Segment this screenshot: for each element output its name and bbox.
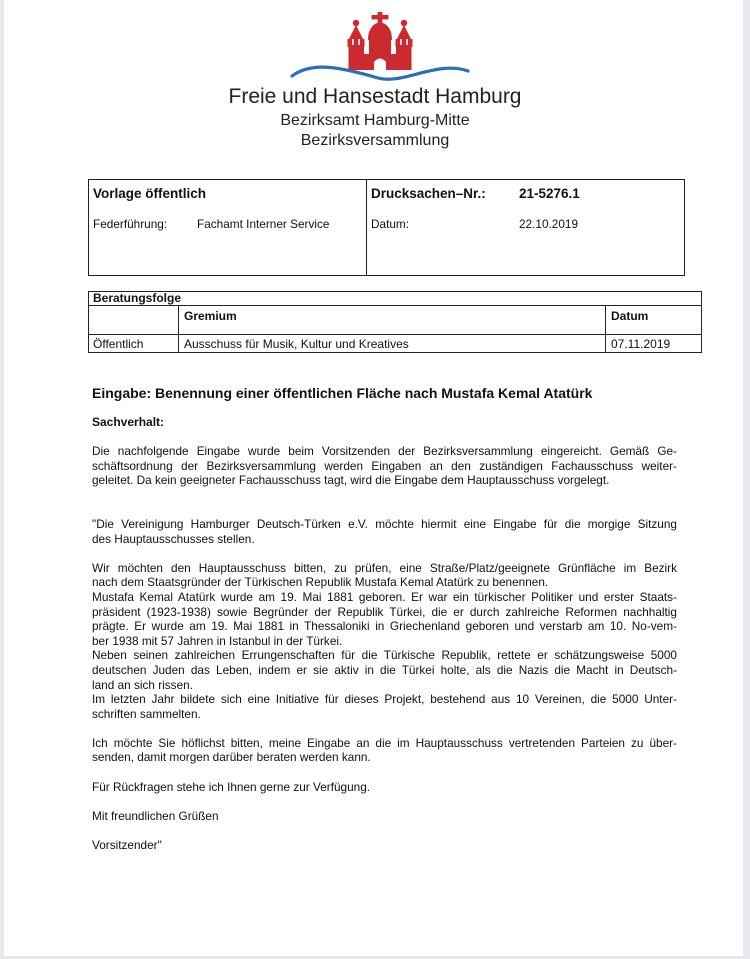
header-subtitle-bezirksamt: Bezirksamt Hamburg-Mitte [280,112,470,129]
beratungsfolge-col-datum: Datum [611,309,649,323]
vorlage-cell [89,180,367,275]
sachverhalt-label: Sachverhalt: [92,415,165,429]
federfuehrung-label: Federführung: [93,217,168,231]
text-line: ber 1938 mit 57 Jahren in Istanbul in der Türkei. [92,633,343,648]
federfuehrung-value: Fachamt Interner Service [197,217,330,231]
text-line: "Die Vereinigung Hamburger Deutsch-Türken e.V. möchte hiermit eine Eingabe für die morgige Sitzung [92,516,677,531]
text-line: Wir möchten den Hauptausschuss bitten, zu prüfen, eine Straße/Platz/geeignete Grünfläche im Bezirk [92,560,677,575]
text-line: Ich möchte Sie höflichst bitten, meine Eingabe an die im Hauptausschuss vertretenden Parteien zu über- [92,735,677,750]
drucksachen-cell [367,180,684,275]
beratungsfolge-cell-typ: Öffentlich [89,335,179,352]
header-title: Freie und Hansestadt Hamburg [228,85,522,108]
text-line: geleitet. Da kein geeigneter Fachausschuss tagt, wird die Eingabe dem Hauptausschuss vorgelegt. [92,473,610,488]
paragraph [92,780,677,795]
paragraph [92,809,677,824]
beratungsfolge-col-empty [89,306,179,334]
beratungsfolge-table [88,291,702,353]
text-line: Neben seinen zahlreichen Errungenschaften für die Türkische Republik, rettete er schätzungsweise 5000 [92,648,677,663]
paragraph [92,517,677,546]
datum-label: Datum: [371,217,410,231]
text-line: land an sich rissen. [92,677,193,692]
paragraph [92,736,677,765]
beratungsfolge-col-gremium: Gremium [179,306,606,334]
text-line: präsident (1923-1938) sowie Begründer der Republik Türkei, die er durch zahlreiche Reformen nachhaltig [92,604,677,619]
paragraph [92,561,677,590]
text-line: Mit freundlichen Grüßen [92,808,219,823]
paragraph [92,648,677,692]
text-line: nach dem Staatsgründer der Türkischen Republik Mustafa Kemal Atatürk zu benennen. [92,575,549,590]
text-line: Im letzten Jahr bildete sich eine Initiative für dieses Projekt, bestehend aus 10 Vereinen, die 5000 Unter- [92,692,677,707]
vorlage-label: Vorlage öffentlich [93,186,207,201]
beratungsfolge-cell-gremium: Ausschuss für Musik, Kultur und Kreatives [179,335,606,352]
text-line: senden, damit morgen darüber beraten werden kann. [92,750,371,765]
body-text [92,444,677,853]
drucksachen-label: Drucksachen–Nr.: [371,186,486,201]
text-line: Mustafa Kemal Atatürk wurde am 19. Mai 1881 geboren. Er war ein türkischer Politiker und erster Staats- [92,589,677,604]
text-line: Die nachfolgende Eingabe wurde beim Vorsitzenden der Bezirksversammlung eingereicht. Gemäß Ge- [92,444,677,458]
beratungsfolge-header-row [89,306,701,335]
paragraph [92,838,677,853]
document-title: Eingabe: Benennung einer öffentlichen Fläche nach Mustafa Kemal Atatürk [92,385,593,401]
text-line: Vorsitzender" [92,838,162,853]
hamburg-crest-icon [285,10,475,88]
header-subtitle-bezirksversammlung: Bezirksversammlung [300,132,450,149]
beratungsfolge-cell-datum: 07.11.2019 [611,337,671,351]
text-line: Für Rückfragen stehe ich Ihnen gerne zur Verfügung. [92,779,371,794]
beratungsfolge-row [89,335,701,352]
paragraph [92,590,677,648]
datum-value: 22.10.2019 [519,217,579,231]
text-line: schäftsordnung der Bezirksversammlung werden Eingaben an den zuständigen Fachausschuss weiter- [92,458,677,473]
drucksachen-value: 21-5276.1 [519,186,580,201]
castle-gate [374,59,386,71]
text-line: deutschen Juden das Leben, indem er sie aktiv in die Türkei holte, als die Nazis die Macht in Deutsch- [92,662,677,677]
beratungsfolge-rows [89,335,701,352]
beratungsfolge-title: Beratungsfolge [89,292,701,306]
text-line: prägte. Er wurde am 19. Mai 1881 in Thessaloniki in Griechenland geboren und verstarb am 10. No-vem- [92,619,677,634]
vorlage-info-table [88,179,685,276]
text-line: des Hauptausschusses stellen. [92,531,255,546]
text-line: schriften sammelten. [92,706,201,721]
paragraph [92,444,677,488]
paragraph [92,692,677,721]
